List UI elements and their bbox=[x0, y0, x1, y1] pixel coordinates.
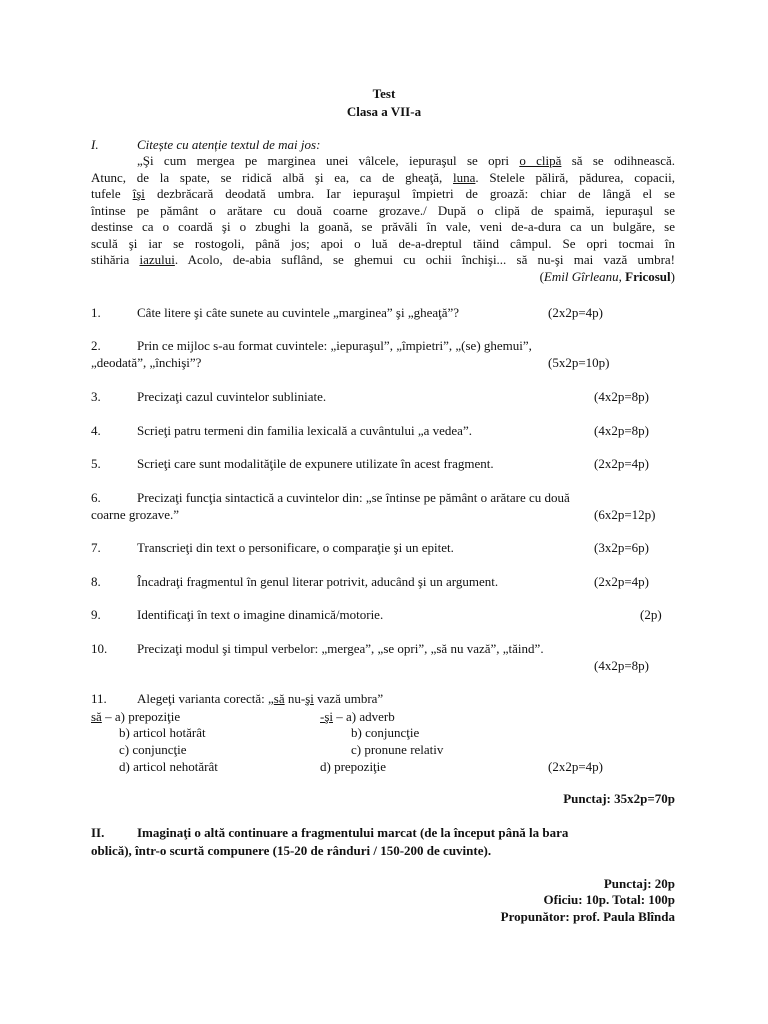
underlined-word: îşi bbox=[132, 186, 145, 201]
option-label: -şi bbox=[320, 709, 333, 724]
source-title: Fricosul bbox=[625, 268, 671, 284]
question-points: (2p) bbox=[640, 607, 662, 622]
official-total: Oficiu: 10p. Total: 100p bbox=[543, 892, 675, 907]
section1-numeral: I. bbox=[91, 137, 99, 152]
option-row bbox=[91, 709, 180, 725]
question-points: (2x2p=4p) bbox=[548, 759, 603, 774]
passage-line: destinse ca o coardă şi o zbughi la goană, se prăvăli în vale, veni de-a-dura ca un bulgăre, se bbox=[91, 219, 675, 234]
passage-line bbox=[91, 170, 675, 187]
question-text: Scrieţi patru termeni din familia lexicală a cuvântului „a vedea”. bbox=[137, 423, 472, 438]
option-text: d) articol nehotărât bbox=[119, 759, 218, 774]
passage-text: dezbrăcară deodată umbra. Iar iepuraşul împietri de groază: chiar de lângă el se bbox=[144, 186, 675, 201]
question-points: (4x2p=8p) bbox=[594, 658, 649, 673]
question-points: (2x2p=4p) bbox=[594, 456, 649, 471]
question-points: (3x2p=6p) bbox=[594, 540, 649, 555]
option-text: c) conjuncţie bbox=[119, 742, 187, 757]
option-text: d) prepoziţie bbox=[320, 759, 387, 774]
section2-text-cont: oblică), într-o scurtă compunere (15-20 de rânduri / 150-200 de cuvinte). bbox=[91, 843, 492, 858]
question-text: Scrieţi care sunt modalităţile de expunere utilizate în acest fragment. bbox=[137, 456, 494, 471]
question-points: (5x2p=10p) bbox=[548, 355, 610, 370]
section2-numeral: II. bbox=[91, 825, 105, 840]
section2-text: Imaginaţi o altă continuare a fragmentului marcat (de la început până la bara bbox=[137, 825, 569, 840]
question-number: 1. bbox=[91, 305, 101, 320]
author-line: Propunător: prof. Paula Blînda bbox=[500, 909, 675, 924]
passage-text: „Şi cum mergea pe marginea unei vâlcele, iepuraşul se opri bbox=[137, 153, 520, 168]
question-number: 3. bbox=[91, 389, 101, 404]
question-text: Identificaţi în text o imagine dinamică/motorie. bbox=[137, 607, 384, 622]
underlined-word: luna bbox=[453, 169, 476, 185]
option-text: c) pronune relativ bbox=[351, 742, 444, 757]
passage-text: . Acolo, de-abia suflând, se ghemui cu ochii închişi... să nu-şi mai vază umbra! bbox=[174, 252, 675, 267]
option-text: b) conjuncţie bbox=[351, 725, 420, 740]
score-part2: Punctaj: 20p bbox=[603, 876, 675, 891]
question-number: 10. bbox=[91, 641, 108, 656]
source-author: Emil Gîrleanu bbox=[543, 268, 619, 284]
question-text: Precizaţi funcţia sintactică a cuvintelor din: „se întinse pe pământ o arătare cu două bbox=[137, 490, 570, 505]
question-text: Precizaţi modul şi timpul verbelor: „mergea”, „se opri”, „să nu vază”, „tăind”. bbox=[137, 641, 544, 656]
question-number: 9. bbox=[91, 607, 101, 622]
option-text: b) articol hotărât bbox=[119, 725, 206, 740]
question-points: (4x2p=8p) bbox=[594, 389, 649, 404]
option-label: să bbox=[91, 709, 102, 724]
question-text: Încadraţi fragmentul în genul literar potrivit, aducând şi un argument. bbox=[137, 574, 499, 589]
question-number: 8. bbox=[91, 574, 101, 589]
question-text-cont: „deodată”, „închişi”? bbox=[91, 355, 202, 370]
passage-line: sculă şi iar se rostogoli, până jos; apoi o luă de-a-dreptul tăind câmpul. Se opri tocmai în bbox=[91, 235, 675, 251]
question-text: Transcrieţi din text o personificare, o comparaţie şi un epitet. bbox=[137, 540, 454, 555]
reading-passage bbox=[91, 153, 675, 285]
q11-word-si: şi bbox=[305, 691, 314, 706]
question-number: 6. bbox=[91, 490, 101, 505]
question-points: (2x2p=4p) bbox=[548, 305, 603, 320]
passage-line bbox=[91, 252, 675, 269]
passage-line bbox=[91, 186, 675, 203]
passage-text: tufele bbox=[91, 186, 133, 201]
test-title: Test bbox=[372, 86, 396, 101]
class-title: Clasa a VII-a bbox=[346, 104, 422, 119]
option-row bbox=[320, 709, 395, 725]
q11-mid: nu- bbox=[284, 691, 306, 706]
passage-text: . Stelele păliră, pădurea, copacii, bbox=[475, 169, 675, 185]
section1-instruction: Citește cu atenție textul de mai jos: bbox=[137, 137, 321, 152]
passage-text: Atunc, de la spate, se ridică albă şi ea, ca de gheaţă, bbox=[91, 169, 453, 185]
passage-source: (Emil Gîrleanu, Fricosul) bbox=[539, 268, 675, 284]
question-text: Câte litere şi câte sunete au cuvintele „marginea” şi „gheaţă”? bbox=[137, 305, 460, 320]
question-number: 2. bbox=[91, 338, 101, 353]
question-number: 4. bbox=[91, 423, 101, 438]
question-number: 7. bbox=[91, 540, 101, 555]
passage-line bbox=[91, 153, 675, 170]
question-text-cont: coarne grozave.” bbox=[91, 507, 180, 522]
option-text: – a) prepoziţie bbox=[105, 709, 181, 724]
q11-word-sa: să bbox=[273, 691, 285, 706]
underlined-word: o clipă bbox=[519, 153, 562, 168]
score-part1: Punctaj: 35x2p=70p bbox=[563, 791, 675, 806]
passage-line: întinse pe pământ o arătare cu două coarne grozave./ După o clipă de spaimă, iepuraşul se bbox=[91, 202, 675, 218]
question-text bbox=[137, 691, 383, 707]
q11-tail: vază umbra” bbox=[313, 691, 384, 706]
passage-text: stihăria bbox=[91, 252, 140, 267]
passage-text: să se odihnească. bbox=[561, 153, 676, 168]
question-points: (2x2p=4p) bbox=[594, 574, 649, 589]
option-text: – a) adverb bbox=[336, 709, 395, 724]
q11-lead: Alegeţi varianta corectă: „ bbox=[137, 691, 274, 706]
question-number: 5. bbox=[91, 456, 101, 471]
question-points: (6x2p=12p) bbox=[594, 507, 656, 522]
question-text: Prin ce mijloc s-au format cuvintele: „iepuraşul”, „împietri”, „(se) ghemui”, bbox=[137, 338, 532, 353]
question-points: (4x2p=8p) bbox=[594, 423, 649, 438]
question-number: 11. bbox=[91, 691, 107, 706]
question-text: Precizaţi cazul cuvintelor subliniate. bbox=[137, 389, 327, 404]
underlined-word: iazului bbox=[139, 252, 175, 267]
